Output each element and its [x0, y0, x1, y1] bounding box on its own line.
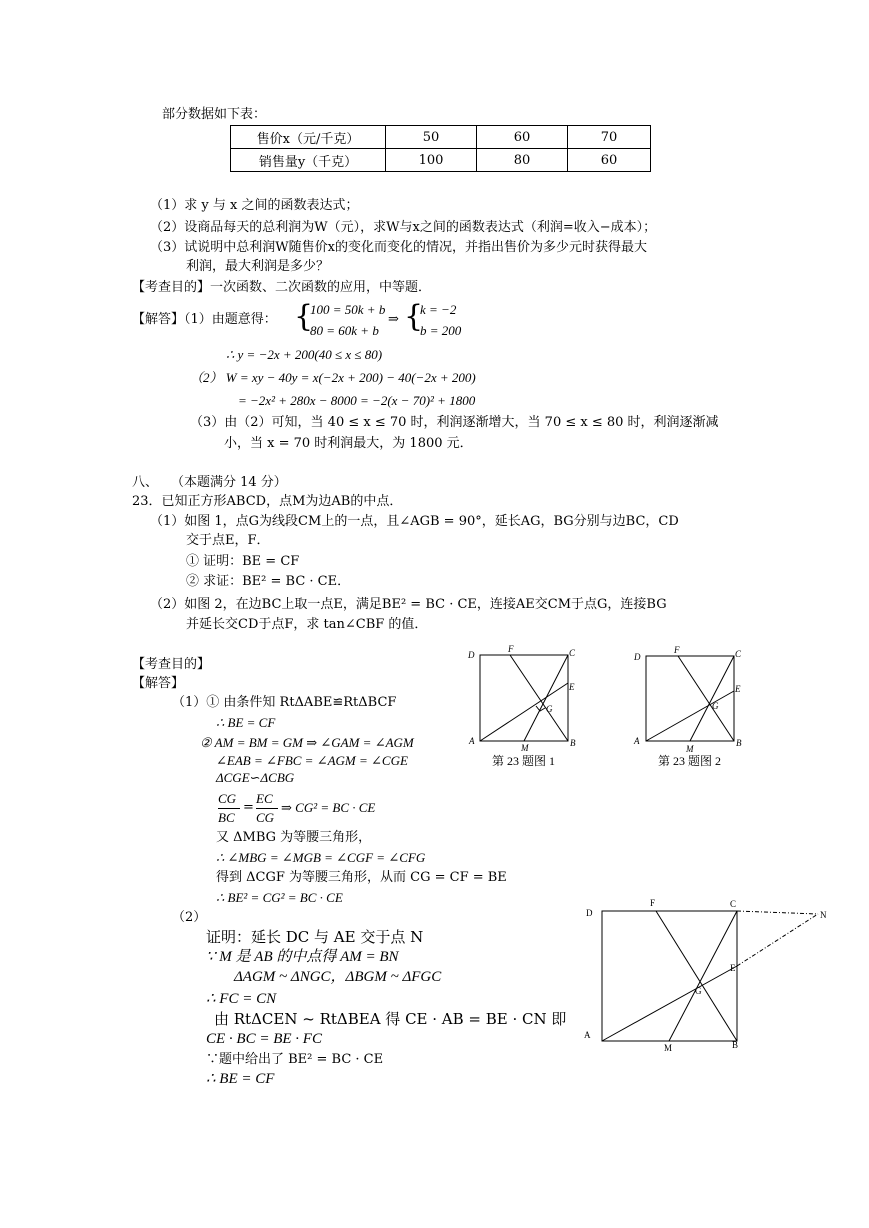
answer-23-a5: ΔCGE∽ΔCBG: [216, 770, 295, 785]
label-a: A: [469, 736, 475, 746]
problem-23-1-line1: （1）如图 1，点G为线段CM上的一点，且∠AGB = 90°，延长AG，BG分别与边BC，CD: [150, 514, 679, 529]
table-row: [231, 126, 651, 149]
square-outline: [480, 655, 568, 741]
caption-fig1: 第 23 题图 1: [492, 754, 556, 768]
fraction-num-2: EC: [256, 791, 273, 806]
data-table: [230, 125, 651, 172]
label-e: E: [569, 682, 575, 692]
problem-23-2-line2: 并延长交CD于点F，求 tan∠CBF 的值．: [186, 617, 428, 632]
line-bf: [678, 656, 734, 741]
line-ae: [646, 691, 734, 741]
table-cell: 60: [477, 126, 568, 149]
fraction-den-1: BC: [218, 810, 235, 825]
answer-23-a3: ② AM = BM = GM ⇒ ∠GAM = ∠AGM: [200, 735, 414, 750]
purpose-23: 【考查目的】: [132, 657, 211, 672]
figure-23-1: [462, 645, 588, 770]
answer-23-a1: （1）① 由条件知 RtΔABE≌RtΔBCF: [172, 695, 397, 710]
question-2: （2）设商品每天的总利润为W（元），求W与x之间的函数表达式（利润=收入−成本）；: [150, 220, 657, 235]
answer-23-part2-label: （2）: [172, 910, 207, 925]
system2-eq2: b = 200: [420, 323, 462, 338]
answer-23-label: 【解答】: [132, 676, 185, 691]
section-eight: 八、 （本题满分 14 分）: [132, 475, 287, 490]
label-a: A: [634, 736, 640, 746]
answer-23-a6-result: ⇒ CG² = BC · CE: [281, 800, 376, 815]
purpose-22: 【考查目的】一次函数、二次函数的应用，中等题．: [132, 280, 432, 295]
table-cell: 70: [568, 126, 651, 149]
question-3-line2: 利润，最大利润是多少？: [186, 259, 330, 274]
answer-23-b8: ∴ BE = CF: [206, 1071, 275, 1087]
problem-23-1-part2: ② 求证：BE² = BC · CE．: [186, 574, 351, 589]
label-m: M: [664, 1043, 673, 1053]
line-en-dashed: [737, 914, 818, 966]
label-g: G: [546, 704, 553, 714]
line-cm: [690, 656, 734, 741]
answer-22-w2: = −2x² + 280x − 8000 = −2(x − 70)² + 1800: [238, 393, 476, 408]
equals-sign: =: [243, 800, 254, 815]
line-cm: [669, 911, 737, 1041]
label-d: D: [634, 652, 641, 662]
label-b: B: [570, 738, 576, 748]
answer-22-3-line1: （3）由（2）可知，当 40 ≤ x ≤ 70 时，利润逐渐增大，当 70 ≤ x ≤ 80 时，利润逐渐减: [190, 415, 719, 430]
table-cell: 100: [386, 149, 477, 172]
table-cell: 60: [568, 149, 651, 172]
table-cell: 售价x（元/千克）: [231, 126, 386, 149]
question-3-line1: （3）试说明中总利润W随售价x的变化而变化的情况，并指出售价为多少元时获得最大: [150, 240, 647, 255]
system2-eq1: k = −2: [420, 302, 457, 317]
table-row: [231, 149, 651, 172]
line-cm: [524, 655, 568, 741]
caption-fig2: 第 23 题图 2: [658, 754, 722, 768]
problem-23-2-line1: （2）如图 2，在边BC上取一点E，满足BE² = BC · CE，连接AE交CM于点G，连接BG: [150, 597, 667, 612]
brace-left-2: {: [404, 299, 424, 334]
answer-23-b1: 证明：延长 DC 与 AE 交于点 N: [206, 928, 424, 946]
problem-23-1-line2: 交于点E，F．: [186, 533, 270, 548]
label-g: G: [695, 986, 702, 996]
answer-23-b4: ∴ FC = CN: [206, 991, 277, 1007]
table-cell: 50: [386, 126, 477, 149]
intro-text: 部分数据如下表：: [162, 107, 267, 122]
answer-23-a9: 得到 ΔCGF 为等腰三角形，从而 CG = CF = BE: [216, 870, 507, 885]
label-b: B: [732, 1040, 739, 1050]
fraction-den-2: CG: [256, 810, 275, 825]
system1-eq1: 100 = 50k + b: [310, 302, 386, 317]
line-bf: [510, 655, 568, 741]
answer-22-w1: （2） W = xy − 40y = x(−2x + 200) − 40(−2x + 200): [190, 370, 476, 385]
answer-23-a2: ∴ BE = CF: [216, 715, 276, 730]
label-c: C: [735, 649, 742, 659]
line-ae: [480, 683, 568, 741]
table-cell: 销售量y（千克）: [231, 149, 386, 172]
label-f: F: [674, 645, 680, 655]
answer-22-label: 【解答】（1）由题意得：: [132, 312, 277, 327]
line-ae: [602, 966, 737, 1041]
answer-22-y: ∴ y = −2x + 200(40 ≤ x ≤ 80): [226, 347, 383, 362]
answer-23-a10: ∴ BE² = CG² = BC · CE: [216, 890, 343, 905]
figure-23-3: [578, 896, 840, 1056]
label-m: M: [686, 744, 694, 754]
answer-23-b3: ΔAGM ~ ΔNGC，ΔBGM ~ ΔFGC: [234, 969, 442, 985]
label-d: D: [468, 650, 475, 660]
answer-23-b6: CE · BC = BE · FC: [206, 1031, 322, 1047]
answer-23-b5: 由 RtΔCEN ~ RtΔBEA 得 CE · AB = BE · CN 即: [214, 1010, 567, 1028]
answer-23-b2: ∵ M 是 AB 的中点得 AM = BN: [206, 949, 399, 965]
answer-23-a7: 又 ΔMBG 为等腰三角形，: [216, 830, 372, 845]
question-1: （1）求 y 与 x 之间的函数表达式；: [150, 198, 359, 213]
label-c: C: [730, 899, 737, 909]
label-d: D: [586, 908, 593, 918]
label-g: G: [712, 701, 719, 711]
answer-23-b7: ∵题中给出了 BE² = BC · CE: [206, 1052, 384, 1067]
label-f: F: [508, 645, 514, 654]
system1-eq2: 80 = 60k + b: [310, 323, 379, 338]
answer-23-a4: ∠EAB = ∠FBC = ∠AGM = ∠CGE: [216, 753, 408, 768]
label-n: N: [820, 910, 827, 920]
table-cell: 80: [477, 149, 568, 172]
label-b: B: [736, 738, 742, 748]
label-a: A: [584, 1030, 591, 1040]
problem-23: 23．已知正方形ABCD，点M为边AB的中点．: [132, 494, 403, 509]
label-f: F: [650, 898, 656, 908]
label-m: M: [521, 743, 529, 753]
brace-left-1: {: [294, 299, 314, 334]
answer-23-a8: ∴ ∠MBG = ∠MGB = ∠CGF = ∠CFG: [216, 850, 426, 865]
label-e: E: [735, 684, 741, 694]
label-c: C: [569, 648, 576, 658]
label-e: E: [730, 963, 736, 973]
figure-23-2: [628, 645, 754, 770]
line-bf: [656, 911, 737, 1041]
answer-22-3-line2: 小，当 x = 70 时利润最大，为 1800 元．: [224, 436, 473, 451]
problem-23-1-part1: ① 证明：BE = CF: [186, 554, 300, 569]
implies-arrow: ⇒: [388, 312, 399, 327]
line-cn-dashed: [737, 911, 818, 914]
square-outline: [602, 911, 737, 1041]
fraction-num-1: CG: [218, 791, 237, 806]
